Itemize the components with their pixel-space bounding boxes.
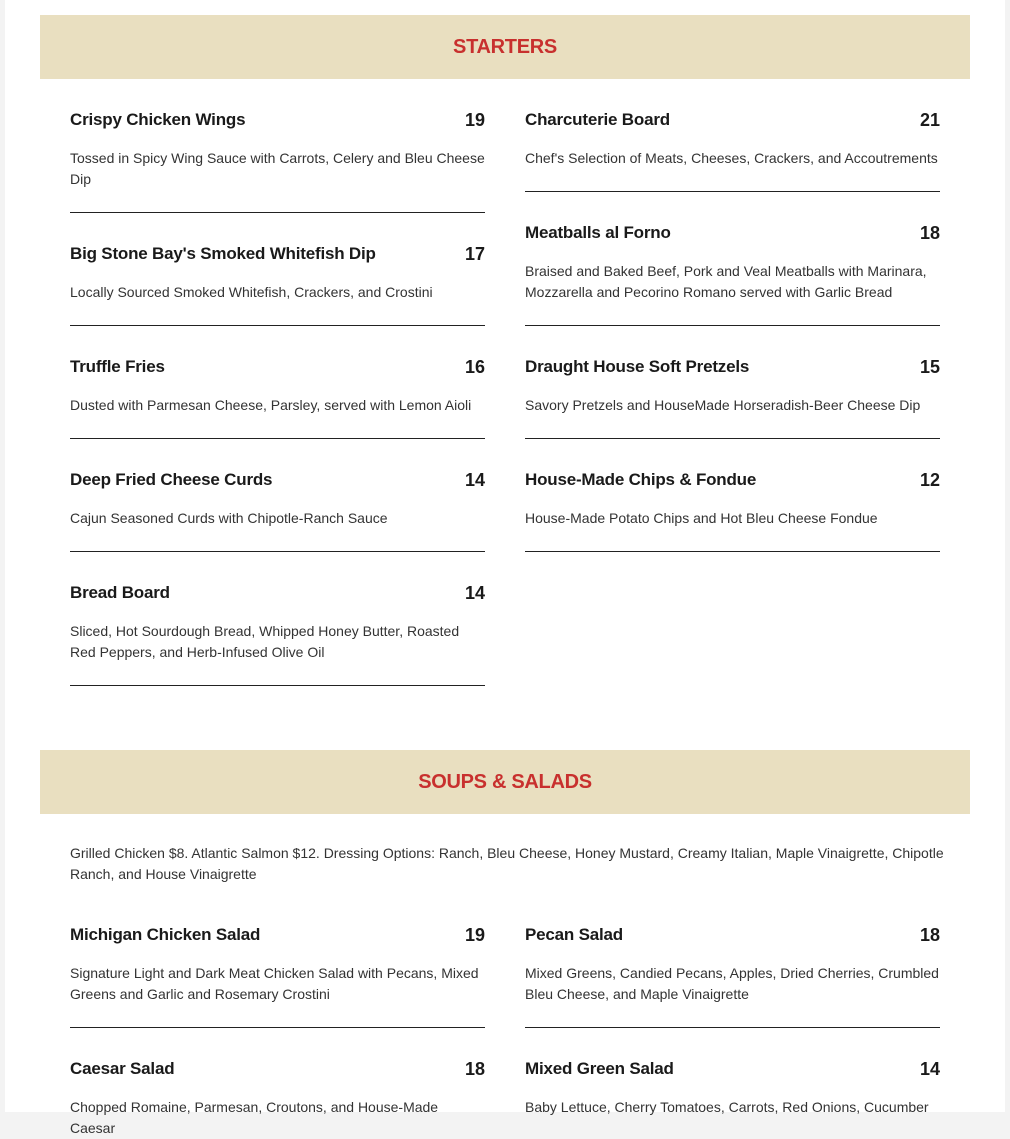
item-price: 18 (919, 925, 940, 945)
item-description: Savory Pretzels and HouseMade Horseradish-Beer Cheese Dip (525, 397, 921, 413)
item-divider (525, 438, 940, 439)
item-divider (70, 212, 485, 213)
item-price: 19 (464, 925, 485, 945)
item-name: Charcuterie Board (525, 110, 670, 129)
item-price: 12 (919, 470, 940, 490)
item-divider (70, 438, 485, 439)
item-price: 19 (464, 110, 485, 130)
item-price: 14 (464, 583, 485, 603)
item-description: Chef's Selection of Meats, Cheeses, Crackers, and Accoutrements (525, 150, 938, 166)
item-name: Big Stone Bay's Smoked Whitefish Dip (70, 244, 376, 263)
item-description: Baby Lettuce, Cherry Tomatoes, Carrots, Red Onions, Cucumber (525, 1099, 929, 1115)
menu-item (525, 1057, 940, 1118)
menu-item (70, 355, 485, 416)
item-divider (525, 551, 940, 552)
starters-title: STARTERS (453, 35, 557, 58)
item-name: Crispy Chicken Wings (70, 110, 246, 129)
menu-item (525, 108, 940, 169)
item-name: Draught House Soft Pretzels (525, 357, 750, 376)
item-description: Locally Sourced Smoked Whitefish, Crackers, and Crostini (70, 284, 433, 300)
item-description: Sliced, Hot Sourdough Bread, Whipped Honey Butter, Roasted Red Peppers, and Herb-Infused Olive Oil (70, 623, 460, 660)
salad-addons-note: Grilled Chicken $8. Atlantic Salmon $12. Dressing Options: Ranch, Bleu Cheese, Honey Mustard, Creamy Italian, Maple Vinaigrette, Chipotle Ranch, and House Vinaigrette (70, 845, 944, 882)
item-price: 14 (919, 1059, 940, 1079)
menu-item (525, 468, 940, 529)
item-description: House-Made Potato Chips and Hot Bleu Cheese Fondue (525, 510, 878, 526)
item-divider (525, 191, 940, 192)
item-divider (70, 1027, 485, 1028)
item-divider (70, 685, 485, 686)
item-price: 14 (464, 470, 485, 490)
soups-salads-header (40, 750, 970, 814)
item-price: 16 (464, 357, 485, 377)
item-price: 15 (919, 357, 940, 377)
item-name: Michigan Chicken Salad (70, 925, 261, 944)
soups-salads-title: SOUPS & SALADS (418, 770, 592, 793)
item-price: 18 (464, 1059, 485, 1079)
item-description: Signature Light and Dark Meat Chicken Salad with Pecans, Mixed Greens and Garlic and Rosemary Crostini (70, 965, 479, 1002)
item-divider (525, 1027, 940, 1028)
menu-item (70, 1057, 485, 1139)
menu-item (525, 355, 940, 416)
item-name: Meatballs al Forno (525, 223, 671, 242)
menu-item (70, 108, 485, 190)
menu-page (5, 0, 1005, 1136)
item-price: 21 (919, 110, 940, 130)
item-description: Braised and Baked Beef, Pork and Veal Meatballs with Marinara, Mozzarella and Pecorino Romano served with Garlic Bread (525, 263, 927, 300)
menu-item (525, 923, 940, 1005)
item-name: Mixed Green Salad (525, 1059, 674, 1078)
menu-item (70, 581, 485, 663)
item-description: Cajun Seasoned Curds with Chipotle-Ranch Sauce (70, 510, 388, 526)
menu-item (70, 923, 485, 1005)
item-name: Caesar Salad (70, 1059, 175, 1078)
item-price: 18 (919, 223, 940, 243)
menu-item (70, 468, 485, 529)
item-divider (70, 551, 485, 552)
item-description: Chopped Romaine, Parmesan, Croutons, and House-Made Caesar (70, 1099, 439, 1136)
item-description: Dusted with Parmesan Cheese, Parsley, served with Lemon Aioli (70, 397, 472, 413)
item-name: Deep Fried Cheese Curds (70, 470, 273, 489)
item-description: Mixed Greens, Candied Pecans, Apples, Dried Cherries, Crumbled Bleu Cheese, and Maple Vinaigrette (525, 965, 939, 1002)
item-description: Tossed in Spicy Wing Sauce with Carrots, Celery and Bleu Cheese Dip (70, 150, 485, 187)
menu-item (70, 242, 485, 303)
item-price: 17 (464, 244, 485, 264)
item-name: Pecan Salad (525, 925, 623, 944)
starters-header (40, 15, 970, 79)
item-name: House-Made Chips & Fondue (525, 470, 757, 489)
menu-item (525, 221, 940, 303)
item-name: Truffle Fries (70, 357, 165, 376)
item-name: Bread Board (70, 583, 170, 602)
item-divider (525, 325, 940, 326)
item-divider (70, 325, 485, 326)
